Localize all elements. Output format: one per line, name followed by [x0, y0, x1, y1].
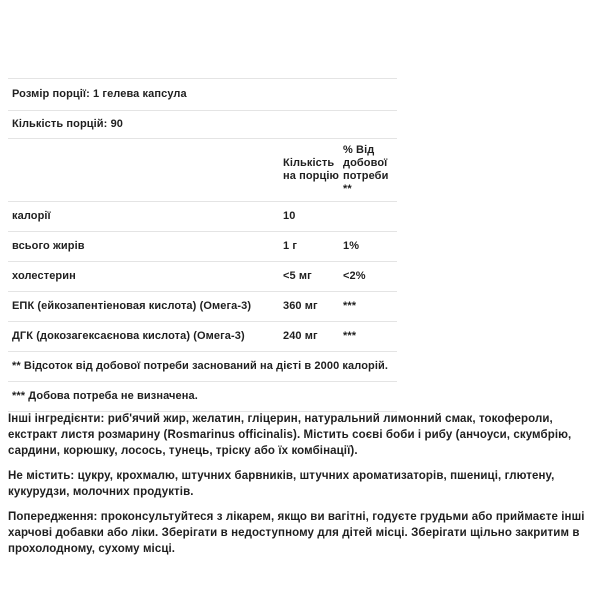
nutrient-amount: <5 мг	[283, 270, 312, 282]
serving-size-row: Розмір порції: 1 гелева капсула	[8, 79, 397, 111]
table-row-epa	[8, 292, 397, 322]
nutrient-label: ДГК (докозагексаєнова кислота) (Омега-3)	[12, 330, 245, 342]
nutrient-amount: 10	[283, 210, 296, 222]
product-details-text	[8, 411, 592, 566]
nutrient-label: всього жирів	[12, 240, 85, 252]
nutrient-daily-value: ***	[343, 330, 357, 342]
table-row-calories	[8, 202, 397, 232]
facts-header-row	[8, 139, 397, 202]
servings-per-container-row: Кількість порцій: 90	[8, 111, 397, 139]
nutrient-label: ЕПК (ейкозапентіеновая кислота) (Омега-3)	[12, 300, 252, 312]
nutrient-label: холестерин	[12, 270, 76, 282]
table-row-total-fat	[8, 232, 397, 262]
does-not-contain-paragraph: Не містить: цукру, крохмалю, штучних барвників, штучних ароматизаторів, пшениці, глютену, кукурудзи, молочних продуктів.	[8, 470, 555, 498]
daily-value-header: % Від добової потреби **	[343, 144, 389, 195]
warnings-paragraph: Попередження: проконсультуйтеся з лікарем, якщо ви вагітні, годуєте грудьми або приймаєте інші харчові добавки або ліки. Зберігати в недоступному для дітей місці. Зберігати щільно закритим в прохолодному, сухому місці.	[8, 511, 585, 555]
nutrient-daily-value: 1%	[343, 240, 360, 252]
amount-per-serving-header: Кількість на порцію	[283, 157, 340, 182]
nutrient-daily-value: <2%	[343, 270, 366, 282]
nutrient-label: калорії	[12, 210, 51, 222]
nutrient-amount: 240 мг	[283, 330, 318, 342]
other-ingredients-paragraph: Інші інгредієнти: риб'ячий жир, желатин, гліцерин, натуральний лимонний смак, токофероли, екстракт листя розмарину (Rosmarinus officinalis). Містить соєві боби і рибу (анчоуси, скумбрію, сардини, корюшку, лосось, тунець, тріску або їх комбінації).	[8, 413, 572, 457]
table-row-cholesterol	[8, 262, 397, 292]
footnote-dv-not-established: *** Добова потреба не визначена.	[8, 382, 397, 412]
table-row-dha	[8, 322, 397, 352]
footnote-daily-value: ** Відсоток від добової потреби заснований на дієті в 2000 калорій.	[8, 352, 397, 382]
nutrient-amount: 360 мг	[283, 300, 318, 312]
nutrient-amount: 1 г	[283, 240, 298, 252]
nutrient-daily-value: ***	[343, 300, 357, 312]
supplement-facts-table	[8, 78, 397, 412]
